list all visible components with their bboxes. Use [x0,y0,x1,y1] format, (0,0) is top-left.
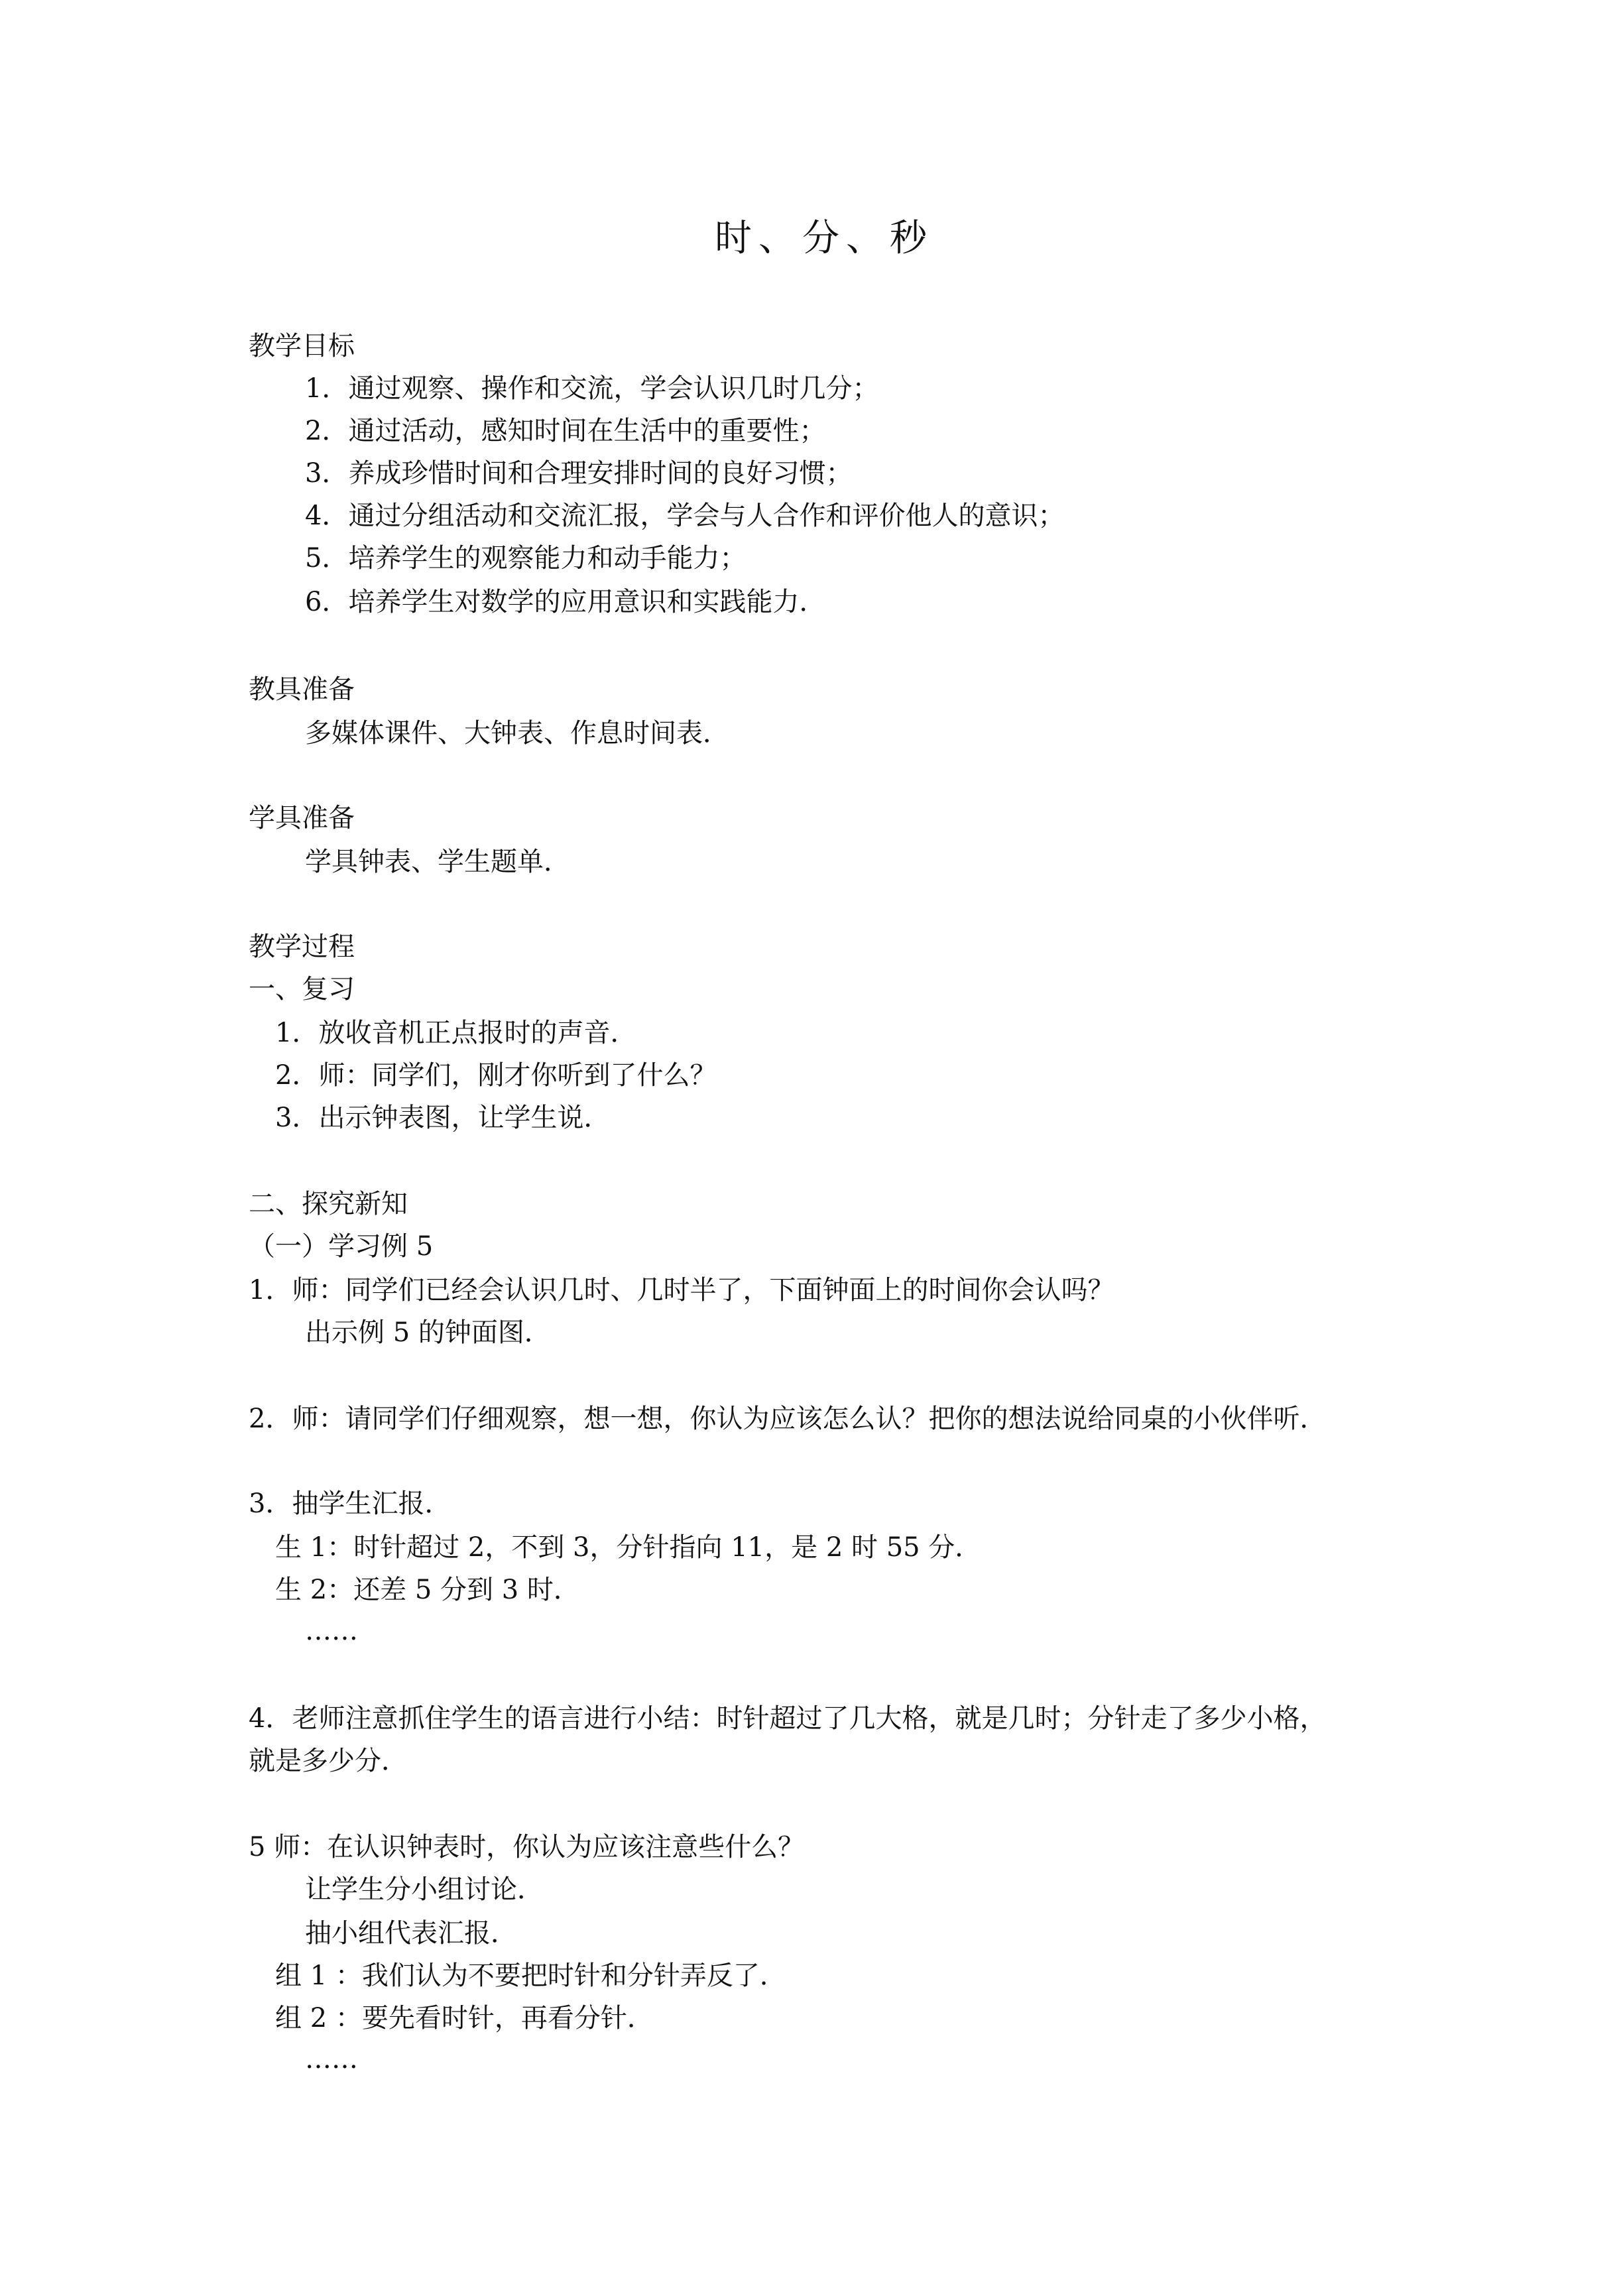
goal-item: 5．培养学生的观察能力和动手能力； [305,543,747,574]
step-5-detail: 抽小组代表汇报． [305,1918,517,1949]
step-4: 4．老师注意抓住学生的语言进行小结：时针超过了几大格，就是几时；分针走了多少小格， [249,1703,1327,1734]
explore-subheading: （一）学习例 5 [249,1231,434,1262]
ellipsis: …… [305,1616,358,1646]
section-heading-process: 教学过程 [249,932,355,962]
group-answer-2: 组 2 ：要先看时针，再看分针． [275,2003,654,2033]
step-4-continued: 就是多少分． [249,1746,408,1776]
page-title: 时、分、秒 [715,217,933,260]
goal-item: 6．培养学生对数学的应用意识和实践能力． [305,587,826,617]
review-item: 2．师：同学们，刚才你听到了什么？ [275,1060,717,1091]
section-heading-goals: 教学目标 [249,331,355,361]
teacher-tools-text: 多媒体课件、大钟表、作息时间表． [305,718,729,749]
step-3: 3．抽学生汇报． [249,1488,451,1519]
step-5: 5 师：在认识钟表时，你认为应该注意些什么？ [249,1832,805,1862]
group-answer-1: 组 1 ：我们认为不要把时针和分针弄反了． [275,1961,786,1991]
review-item: 1．放收音机正点报时的声音． [275,1018,637,1048]
student-answer-2: 生 2：还差 5 分到 3 时． [275,1575,580,1605]
goal-item: 2．通过活动，感知时间在生活中的重要性； [305,416,826,446]
step-1: 1．师：同学们已经会认识几时、几时半了，下面钟面上的时间你会认吗？ [249,1275,1114,1305]
section-heading-student-tools: 学具准备 [249,803,355,833]
step-5-detail: 让学生分小组讨论． [305,1874,544,1905]
student-answer-1: 生 1：时针超过 2，不到 3，分针指向 11，是 2 时 55 分． [275,1532,982,1563]
student-tools-text: 学具钟表、学生题单． [305,847,570,877]
review-item: 3．出示钟表图，让学生说． [275,1103,611,1133]
goal-item: 1．通过观察、操作和交流，学会认识几时几分； [305,373,879,404]
review-heading: 一、复习 [249,974,355,1004]
ellipsis: …… [305,2044,358,2075]
goal-item: 3．养成珍惜时间和合理安排时间的良好习惯； [305,458,853,489]
step-1-detail: 出示例 5 的钟面图． [305,1317,551,1348]
step-2: 2．师：请同学们仔细观察，想一想，你认为应该怎么认？把你的想法说给同桌的小伙伴听． [249,1404,1327,1434]
goal-item: 4．通过分组活动和交流汇报，学会与人合作和评价他人的意识； [305,501,1065,531]
explore-heading: 二、探究新知 [249,1189,408,1219]
section-heading-teacher-tools: 教具准备 [249,674,355,705]
